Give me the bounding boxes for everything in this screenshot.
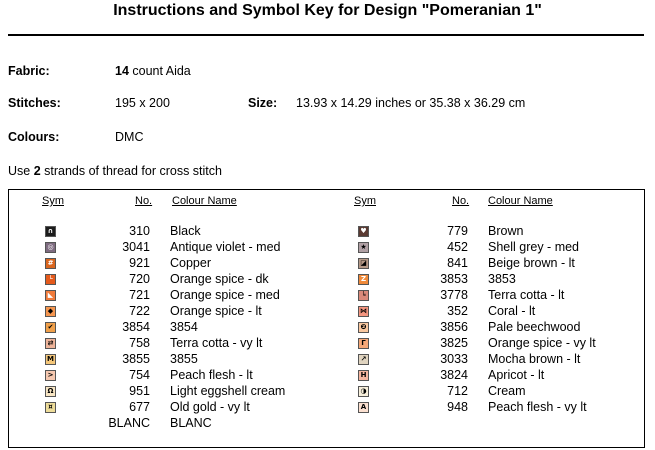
symbol-swatch-icon: ◑ [358, 386, 369, 397]
symbol-swatch-icon: ╘ [358, 290, 369, 301]
dmc-number: 921 [129, 256, 150, 270]
colour-name: Peach flesh - vy lt [488, 400, 587, 414]
dmc-number: 3853 [440, 272, 468, 286]
dmc-number: 310 [129, 224, 150, 238]
colour-name: Orange spice - med [170, 288, 280, 302]
fabric-count: 14 [115, 64, 129, 78]
colour-name: Terra cotta - vy lt [170, 336, 263, 350]
symbol-swatch-icon: ⇄ [45, 338, 56, 349]
colour-name: Brown [488, 224, 524, 238]
colour-name: Apricot - lt [488, 368, 545, 382]
symbol-swatch-icon: ◆ [45, 306, 56, 317]
symbol-swatch-icon: ¤ [45, 402, 56, 413]
header-name-right: Colour Name [488, 195, 553, 207]
colours-label: Colours: [8, 130, 60, 144]
symbol-swatch-icon: ❷ [358, 322, 369, 333]
dmc-number: 677 [129, 400, 150, 414]
dmc-number: 3825 [440, 336, 468, 350]
strands-instruction [8, 164, 222, 178]
header-no-right: No. [452, 195, 470, 207]
header-name-left: Colour Name [172, 195, 237, 207]
dmc-number: 948 [447, 400, 468, 414]
dmc-number: 779 [447, 224, 468, 238]
symbol-swatch-icon: ⋈ [360, 307, 367, 315]
colour-name: Antique violet - med [170, 240, 281, 254]
colour-name: Coral - lt [488, 304, 536, 318]
dmc-number: 3778 [440, 288, 468, 302]
dmc-number: 720 [129, 272, 150, 286]
colour-name: 3855 [170, 352, 198, 366]
dmc-number: 951 [129, 384, 150, 398]
size-value: 13.93 x 14.29 inches or 35.38 x 36.29 cm [296, 96, 526, 110]
colour-name: Pale beechwood [488, 320, 581, 334]
fabric-label: Fabric: [8, 64, 50, 78]
dmc-number: 758 [129, 336, 150, 350]
colour-name: Orange spice - vy lt [488, 336, 596, 350]
colour-name: Old gold - vy lt [170, 400, 250, 414]
colour-name: Light eggshell cream [170, 384, 286, 398]
dmc-number: 3854 [122, 320, 150, 334]
dmc-number: 452 [447, 240, 468, 254]
symbol-swatch-icon: # [45, 258, 56, 269]
symbol-swatch-icon: ◪ [358, 258, 369, 269]
symbol-swatch-icon: ∩ [45, 226, 56, 237]
strands-count: 2 [33, 164, 41, 178]
size-label: Size: [248, 96, 278, 110]
symbol-swatch-icon: M [45, 354, 56, 365]
symbol-swatch-icon: A [358, 402, 369, 413]
title-rule [8, 34, 644, 36]
header-no-left: No. [135, 195, 153, 207]
dmc-number: 722 [129, 304, 150, 318]
strands-post: strands of thread for cross stitch [40, 164, 222, 178]
dmc-number: 3033 [440, 352, 468, 366]
dmc-number: 3824 [440, 368, 468, 382]
dmc-number: 754 [129, 368, 150, 382]
symbol-swatch-icon: ◎ [45, 242, 56, 253]
colour-name: Mocha brown - lt [488, 352, 581, 366]
symbol-swatch-icon: Z [358, 274, 369, 285]
colours-value: DMC [115, 130, 144, 144]
dmc-number: 841 [447, 256, 468, 270]
symbol-swatch-icon: H [358, 370, 369, 381]
colour-name: BLANC [170, 416, 212, 430]
dmc-number: 3856 [440, 320, 468, 334]
symbol-swatch-icon: > [45, 370, 56, 381]
colour-name: 3853 [488, 272, 516, 286]
dmc-number: 721 [129, 288, 150, 302]
page-title: Instructions and Symbol Key for Design "Pomeranian 1" [113, 2, 542, 19]
colour-name: Orange spice - lt [170, 304, 262, 318]
dmc-number: 352 [447, 304, 468, 318]
symbol-swatch-icon: ◣ [45, 290, 56, 301]
header-sym-left: Sym [42, 195, 64, 207]
stitches-value: 195 x 200 [115, 96, 170, 110]
symbol-swatch-icon: ✔ [45, 322, 56, 333]
colour-name: Cream [488, 384, 526, 398]
symbol-swatch-icon: ↗ [358, 354, 369, 365]
colour-name: Beige brown - lt [488, 256, 575, 270]
colour-name: Shell grey - med [488, 240, 580, 254]
fabric-type: count Aida [128, 64, 191, 78]
dmc-number: 712 [447, 384, 468, 398]
colour-name: Peach flesh - lt [170, 368, 253, 382]
dmc-number: 3855 [122, 352, 150, 366]
header-sym-right: Sym [354, 195, 376, 207]
colour-name: Black [170, 224, 201, 238]
fabric-value [115, 64, 191, 78]
dmc-number: 3041 [122, 240, 150, 254]
colour-name: 3854 [170, 320, 198, 334]
dmc-number: BLANC [108, 416, 150, 430]
symbol-swatch-icon: Ω [45, 386, 56, 397]
symbol-swatch-icon: Γ [358, 338, 369, 349]
colour-name: Copper [170, 256, 211, 270]
symbol-swatch-icon: └ [45, 274, 56, 285]
colour-name: Terra cotta - lt [488, 288, 565, 302]
stitches-label: Stitches: [8, 96, 61, 110]
strands-pre: Use [8, 164, 34, 178]
colour-name: Orange spice - dk [170, 272, 269, 286]
symbol-swatch-icon: ★ [358, 242, 369, 253]
symbol-swatch-icon: ♥ [358, 226, 369, 237]
